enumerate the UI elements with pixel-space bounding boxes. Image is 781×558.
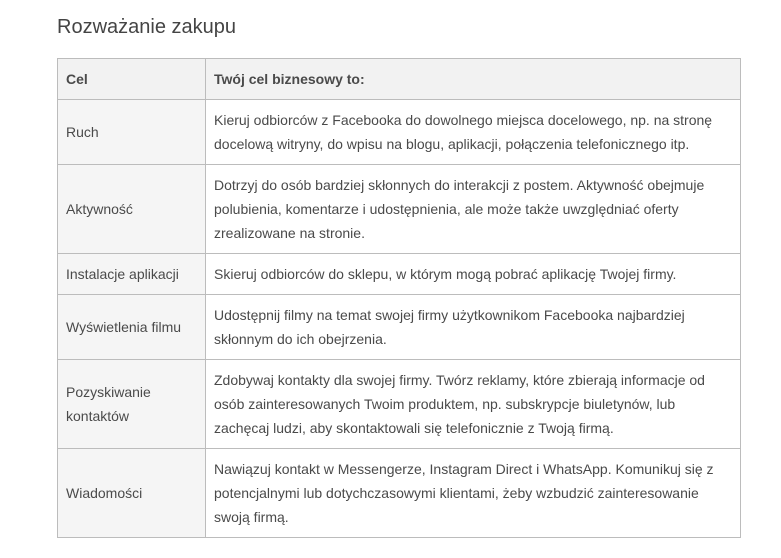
table-row bbox=[58, 449, 741, 538]
goal-cell: Aktywność bbox=[58, 165, 206, 254]
table-row bbox=[58, 165, 741, 254]
header-goal: Cel bbox=[58, 59, 206, 100]
table-row bbox=[58, 100, 741, 165]
description-cell: Kieruj odbiorców z Facebooka do dowolnego miejsca docelowego, np. na stronę docelową witryny, do wpisu na blogu, aplikacji, połączenia telefonicznego itp. bbox=[206, 100, 741, 165]
goal-cell: Wiadomości bbox=[58, 449, 206, 538]
description-cell: Nawiązuj kontakt w Messengerze, Instagram Direct i WhatsApp. Komunikuj się z potencjalnymi lub dotychczasowymi klientami, żeby wzbudzić zainteresowanie swoją firmą. bbox=[206, 449, 741, 538]
header-description: Twój cel biznesowy to: bbox=[206, 59, 741, 100]
page-title: Rozważanie zakupu bbox=[57, 16, 236, 38]
goal-cell: Instalacje aplikacji bbox=[58, 254, 206, 295]
goal-cell: Pozyskiwanie kontaktów bbox=[58, 360, 206, 449]
description-cell: Zdobywaj kontakty dla swojej firmy. Twórz reklamy, które zbierają informacje od osób zainteresowanych Twoim produktem, np. subskrypcje biuletynów, lub zachęcaj ludzi, aby skontaktowali się telefonicznie z Twoją firmą. bbox=[206, 360, 741, 449]
description-cell: Skieruj odbiorców do sklepu, w którym mogą pobrać aplikację Twojej firmy. bbox=[206, 254, 741, 295]
table-header-row bbox=[58, 59, 741, 100]
description-cell: Dotrzyj do osób bardziej skłonnych do interakcji z postem. Aktywność obejmuje polubienia, komentarze i udostępnienia, ale może także uwzględniać oferty zrealizowane na stronie. bbox=[206, 165, 741, 254]
table-row bbox=[58, 254, 741, 295]
goal-cell: Ruch bbox=[58, 100, 206, 165]
objectives-table bbox=[57, 58, 741, 538]
table-row bbox=[58, 295, 741, 360]
table-row bbox=[58, 360, 741, 449]
goal-cell: Wyświetlenia filmu bbox=[58, 295, 206, 360]
description-cell: Udostępnij filmy na temat swojej firmy użytkownikom Facebooka najbardziej skłonnym do ich obejrzenia. bbox=[206, 295, 741, 360]
